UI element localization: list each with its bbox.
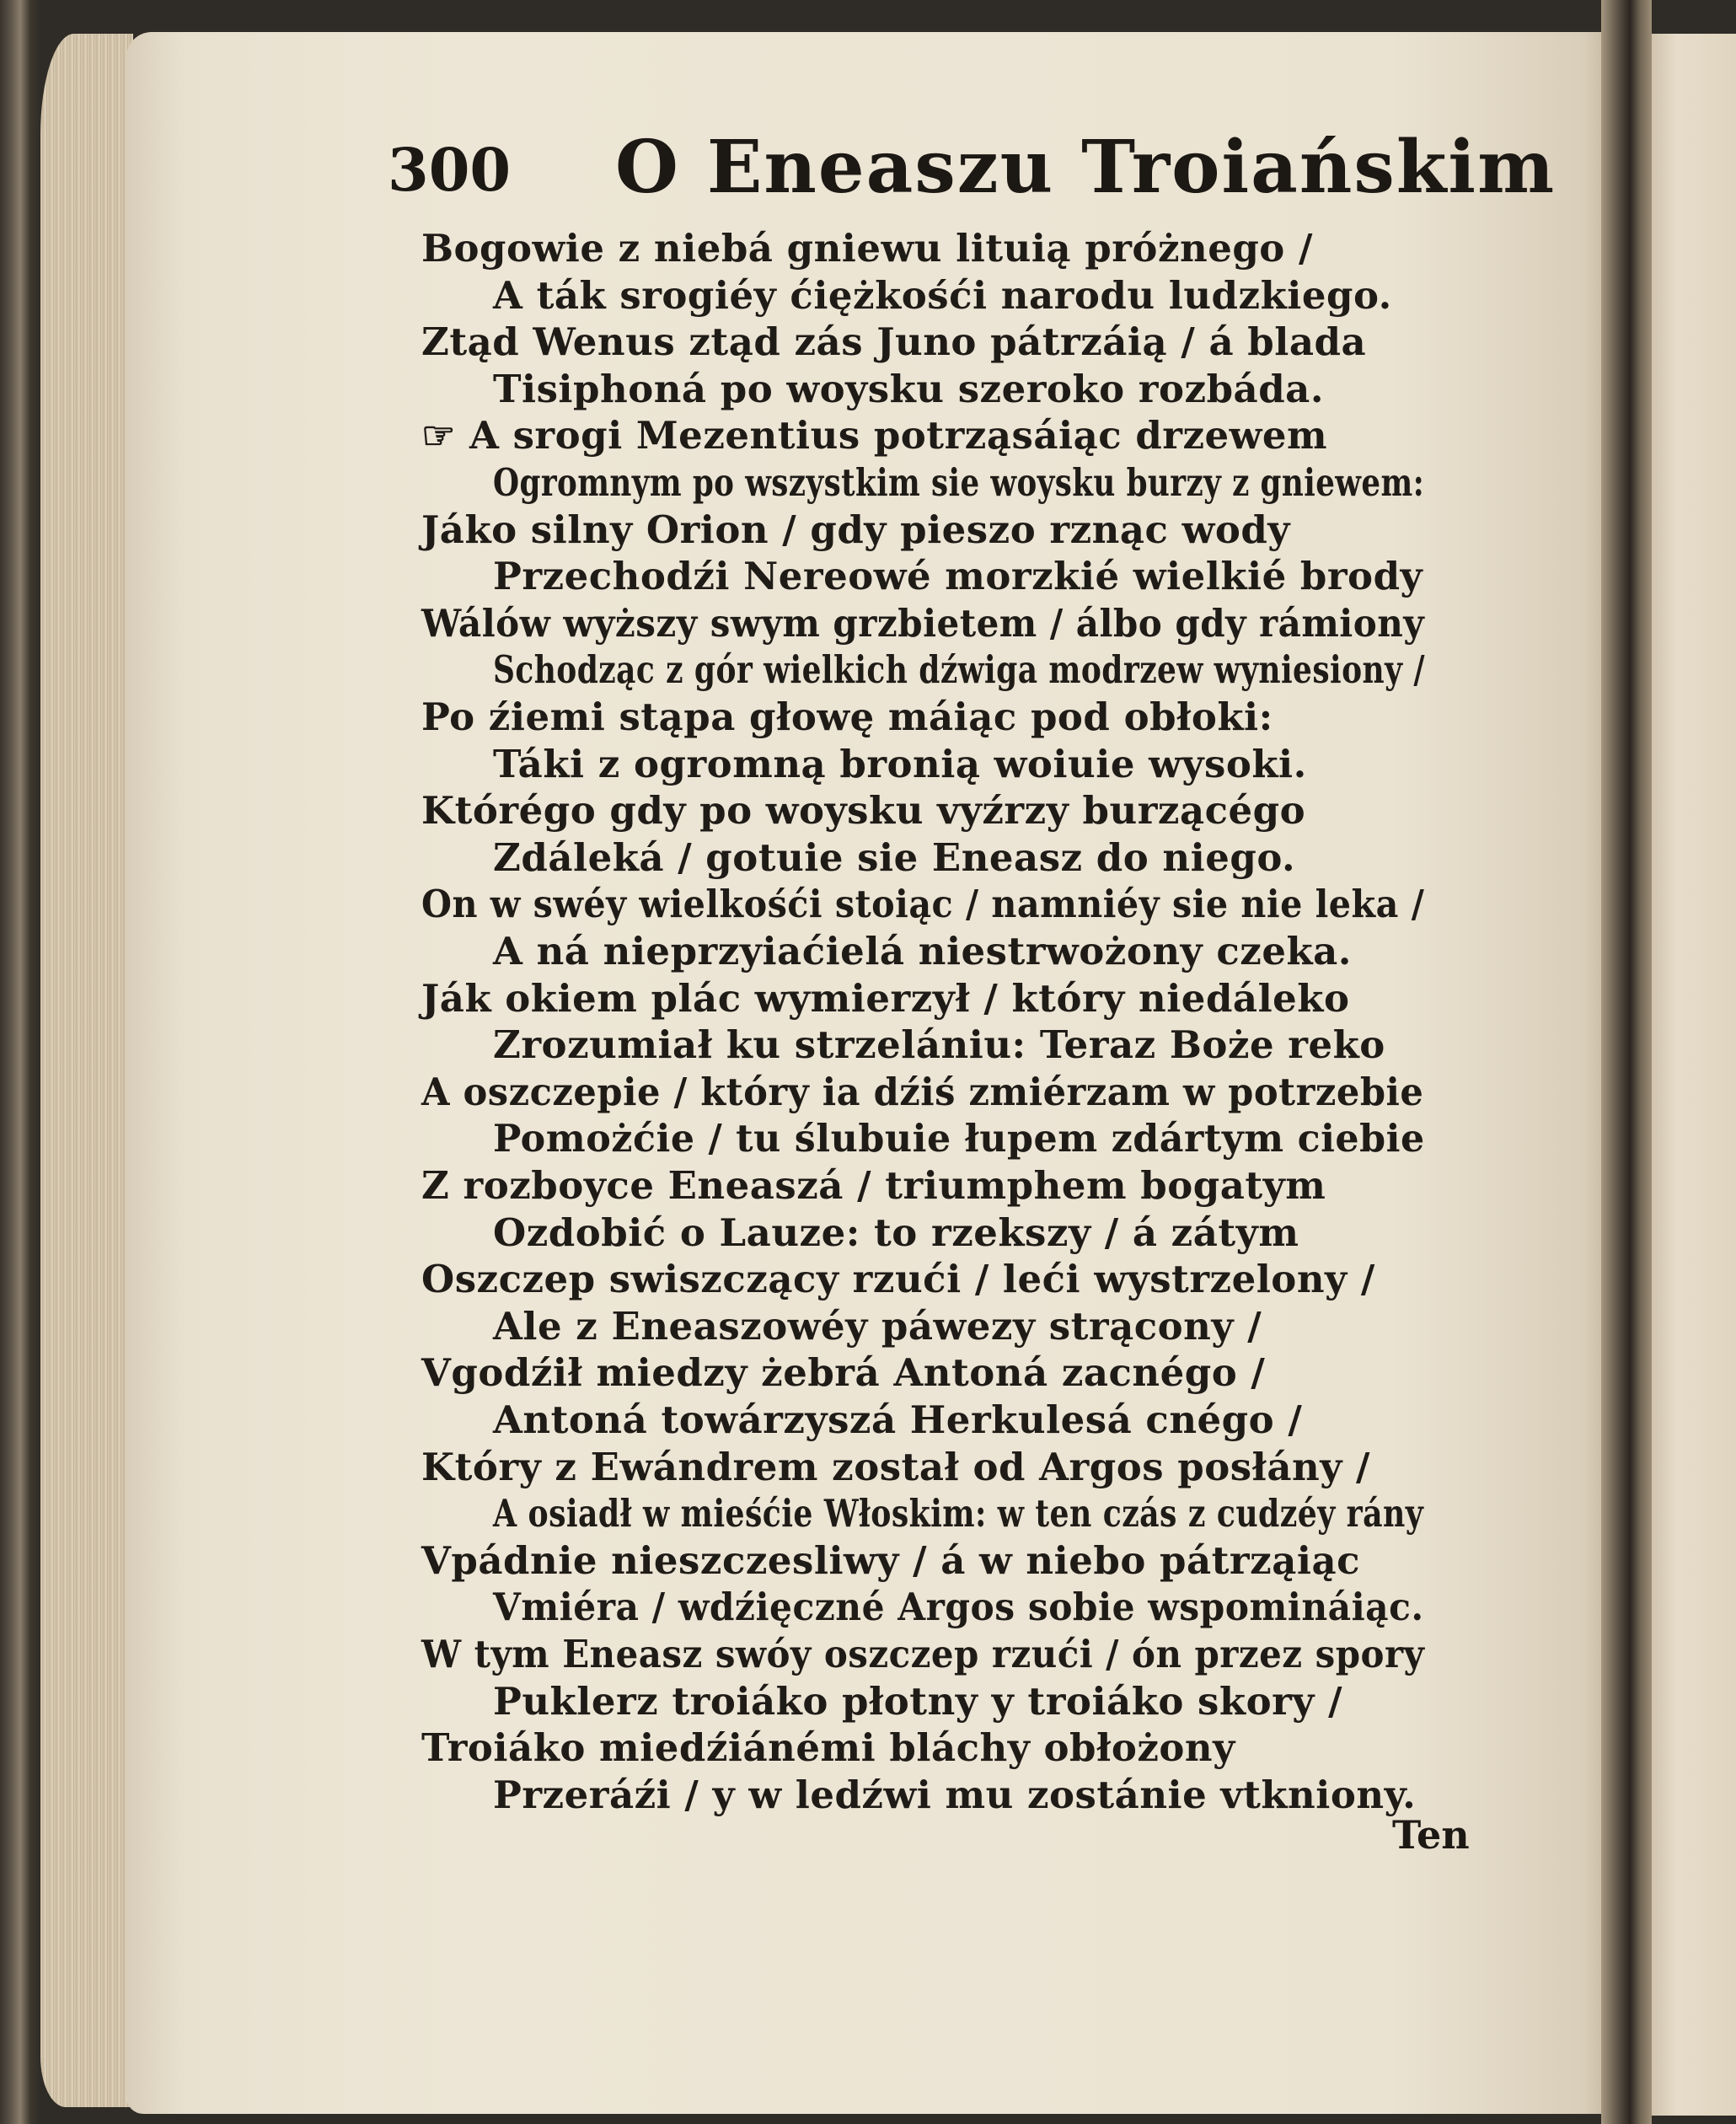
verse-line: A osiadł w mieśćie Włoskim: w ten czás z cudzéy rány bbox=[493, 1491, 1424, 1537]
verse-line: Vmiéra / wdźięczné Argos sobie wspomináiąc. bbox=[493, 1585, 1424, 1630]
verse-line: Tisiphoná po woysku szeroko rozbáda. bbox=[493, 366, 1324, 411]
verse-line: Antoná towárzyszá Herkulesá cnégo / bbox=[493, 1397, 1303, 1442]
book-gutter bbox=[1601, 0, 1652, 2124]
verse-line: Vgodźił miedzy żebrá Antoná zacnégo / bbox=[421, 1350, 1266, 1396]
verse-line: A ták srogiéy ćiężkośći narodu ludzkiego. bbox=[493, 272, 1392, 318]
verse-line: Który z Ewándrem został od Argos posłány / bbox=[421, 1444, 1370, 1489]
running-head: O Eneaszu Troiańskim bbox=[615, 125, 1557, 210]
verse-line: ☞ A srogi Mezentius potrząsáiąc drzewem bbox=[421, 413, 1328, 459]
verse-line: Jáko silny Orion / gdy pieszo rznąc wody bbox=[421, 507, 1290, 552]
verse-line: W tym Eneasz swóy oszczep rzući / ón przez spory bbox=[421, 1632, 1425, 1676]
catchword: Ten bbox=[1392, 1812, 1470, 1858]
verse-line: Po źiemi stąpa głowę máiąc pod obłoki: bbox=[421, 695, 1273, 739]
verse-line: Ztąd Wenus ztąd zás Juno pátrzáią / á blada bbox=[421, 319, 1367, 365]
verse-line: Zrozumiał ku strzelániu: Teraz Boże reko bbox=[493, 1022, 1385, 1068]
verse-line: Przeráźi / y w ledźwi mu zostánie vtkniony. bbox=[493, 1772, 1417, 1817]
verse-line: Ogromnym po wszystkim sie woysku burzy z gniewem: bbox=[493, 460, 1425, 505]
verse-line: Schodząc z gór wielkich dźwiga modrzew wyniesiony / bbox=[493, 647, 1425, 693]
verse-line: Z rozboyce Eneaszá / triumphem bogatym bbox=[421, 1163, 1326, 1208]
verse-line: A ná nieprzyiaćielá niestrwożony czeka. bbox=[493, 929, 1352, 974]
verse-line: Którégo gdy po woysku vyźrzy burzącégo bbox=[421, 788, 1306, 834]
verse-line: Bogowie z niebá gniewu lituią próżnego / bbox=[421, 226, 1313, 271]
page-number: 300 bbox=[388, 135, 512, 205]
verse-line: A oszczepie / który ia dźiś zmiérzam w potrzebie bbox=[421, 1069, 1424, 1114]
verse-line: Puklerz troiáko płotny y troiáko skory / bbox=[493, 1678, 1343, 1724]
verse-line: Ale z Eneaszowéy páwezy strącony / bbox=[493, 1303, 1262, 1349]
page-edges bbox=[40, 34, 133, 2107]
right-page-edge bbox=[1643, 34, 1736, 2116]
verse-line: Pomożćie / tu ślubuie łupem zdártym ciebie bbox=[493, 1116, 1425, 1161]
verse-line: On w swéy wielkośći stoiąc / namniéy sie nie leka / bbox=[421, 882, 1425, 927]
verse-line: Troiáko miedźiánémi bláchy obłożony bbox=[421, 1725, 1235, 1771]
verse-line: Wálów wyższy swym grzbietem / álbo gdy rámiony bbox=[421, 600, 1425, 646]
verse-line: Zdáleká / gotuie sie Eneasz do niego. bbox=[493, 834, 1296, 880]
verse-line: Przechodźi Nereowé morzkié wielkié brody bbox=[493, 554, 1423, 599]
verse-line: Ozdobić o Lauze: to rzekszy / á zátym bbox=[493, 1210, 1299, 1255]
verse-line: Ják okiem plác wymierzył / który niedáleko bbox=[421, 975, 1350, 1021]
verse-line: Táki z ogromną bronią woiuie wysoki. bbox=[493, 741, 1307, 786]
verse-line: Oszczep swiszczący rzući / leći wystrzelony / bbox=[421, 1257, 1375, 1302]
verse-line: Vpádnie nieszczesliwy / á w niebo pátrząiąc bbox=[421, 1537, 1361, 1583]
